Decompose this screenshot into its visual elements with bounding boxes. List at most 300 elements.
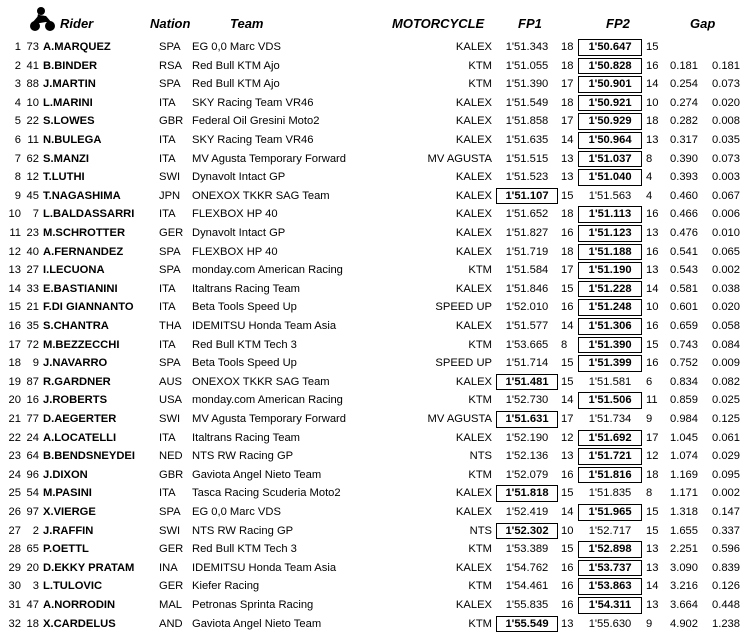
fp2-lap-cell: 14 <box>646 78 659 91</box>
rider-name-cell: M.SCHROTTER <box>43 227 126 239</box>
fp2-time-cell: 1'51.037 <box>578 150 642 169</box>
motorcycle-cell: KALEX <box>455 208 492 221</box>
nation-cell: SWI <box>159 171 181 184</box>
nation-cell: RSA <box>159 59 183 72</box>
motorcycle-cell: KALEX <box>455 171 492 184</box>
bike-number-cell: 65 <box>26 543 39 556</box>
motorcycle-cell: MV AGUSTA <box>427 413 492 425</box>
bike-number-cell: 97 <box>26 506 39 518</box>
table-row <box>0 57 745 76</box>
rider-name-cell: S.MANZI <box>43 152 89 165</box>
fp1-lap-cell: 18 <box>561 208 574 221</box>
fp1-time-cell: 1'51.719 <box>505 245 549 258</box>
fp2-time-cell: 1'50.921 <box>578 94 642 113</box>
rider-name-cell: J.ROBERTS <box>43 394 108 407</box>
table-row <box>0 429 745 448</box>
motorcycle-cell: KTM <box>468 468 492 481</box>
team-cell: Red Bull KTM Tech 3 <box>192 543 297 556</box>
gap-first-cell: 1.074 <box>670 450 698 463</box>
gap-first-cell: 0.543 <box>670 264 698 277</box>
fp1-time-cell: 1'52.136 <box>505 450 549 463</box>
fp2-lap-cell: 10 <box>646 301 659 314</box>
table-row <box>0 410 745 429</box>
gap-previous-cell: 0.448 <box>712 599 740 611</box>
rider-name-cell: I.LECUONA <box>43 264 105 277</box>
fp1-lap-cell: 15 <box>561 357 574 370</box>
motorcycle-cell: KTM <box>468 617 492 630</box>
fp1-lap-cell: 16 <box>561 301 574 314</box>
fp1-time-cell: 1'52.302 <box>496 522 558 541</box>
rider-name-cell: S.CHANTRA <box>43 320 109 332</box>
fp2-lap-cell: 13 <box>646 134 659 146</box>
team-cell: Red Bull KTM Ajo <box>192 59 280 72</box>
fp2-time-cell: 1'51.228 <box>578 280 642 299</box>
gap-previous-cell: 0.035 <box>712 134 740 146</box>
fp2-lap-cell: 9 <box>646 617 653 630</box>
gap-previous-cell: 0.002 <box>712 264 740 277</box>
rider-name-cell: R.GARDNER <box>43 375 111 388</box>
nation-cell: MAL <box>159 599 183 611</box>
table-row <box>0 577 745 596</box>
fp2-lap-cell: 15 <box>646 524 659 537</box>
team-cell: Dynavolt Intact GP <box>192 171 286 184</box>
table-row <box>0 224 745 243</box>
gap-first-cell: 0.859 <box>670 394 698 407</box>
gap-first-cell: 0.476 <box>670 227 698 239</box>
fp1-time-cell: 1'51.858 <box>505 115 549 128</box>
team-cell: Beta Tools Speed Up <box>192 357 297 370</box>
team-cell: FLEXBOX HP 40 <box>192 245 278 258</box>
fp1-time-cell: 1'51.652 <box>505 208 549 221</box>
gap-previous-cell: 0.147 <box>712 506 740 518</box>
gap-first-cell: 0.460 <box>670 189 698 202</box>
bike-number-cell: 33 <box>26 282 39 295</box>
fp2-lap-cell: 16 <box>646 357 659 370</box>
position-cell: 5 <box>14 115 21 128</box>
gap-previous-cell: 0.025 <box>712 394 740 407</box>
gap-first-cell: 0.274 <box>670 96 698 109</box>
position-cell: 21 <box>8 413 21 425</box>
fp2-lap-cell: 14 <box>646 282 659 295</box>
fp2-time-cell: 1'51.123 <box>578 224 642 243</box>
position-cell: 11 <box>9 227 21 239</box>
motorcycle-cell: KTM <box>468 59 492 72</box>
fp1-lap-cell: 15 <box>561 189 574 202</box>
gap-first-cell: 1.169 <box>670 468 698 481</box>
table-row <box>0 131 745 150</box>
fp1-time-cell: 1'51.818 <box>496 484 558 503</box>
fp2-time-cell: 1'51.188 <box>578 243 642 262</box>
fp2-lap-cell: 8 <box>646 152 653 165</box>
nation-cell: GER <box>159 580 184 593</box>
bike-number-cell: 35 <box>26 320 39 332</box>
fp2-time-cell: 1'51.040 <box>578 168 642 187</box>
table-row <box>0 205 745 224</box>
motorcycle-cell: KTM <box>468 338 492 351</box>
nation-cell: JPN <box>159 189 181 202</box>
team-cell: EG 0,0 Marc VDS <box>192 41 281 53</box>
fp1-lap-cell: 16 <box>561 599 574 611</box>
fp1-lap-cell: 18 <box>561 41 574 53</box>
position-cell: 32 <box>8 617 21 630</box>
bike-number-cell: 72 <box>26 338 39 351</box>
fp1-lap-cell: 18 <box>561 59 574 72</box>
fp1-time-cell: 1'51.846 <box>505 282 549 295</box>
fp2-lap-cell: 13 <box>646 264 659 277</box>
header-rider: Rider <box>60 16 94 31</box>
gap-first-cell: 0.601 <box>670 301 698 314</box>
position-cell: 2 <box>14 59 21 72</box>
gap-previous-cell: 0.125 <box>712 413 740 425</box>
rider-name-cell: A.FERNANDEZ <box>43 245 124 258</box>
fp1-time-cell: 1'51.107 <box>496 187 558 206</box>
position-cell: 12 <box>8 245 21 258</box>
gap-first-cell: 0.181 <box>670 59 698 72</box>
gap-previous-cell: 0.008 <box>712 115 740 128</box>
nation-cell: SWI <box>159 413 181 425</box>
motorcycle-cell: KALEX <box>455 320 492 332</box>
position-cell: 6 <box>14 134 21 146</box>
position-cell: 10 <box>8 208 21 221</box>
fp1-time-cell: 1'53.665 <box>505 338 549 351</box>
gap-previous-cell: 0.020 <box>712 301 740 314</box>
table-row <box>0 503 745 522</box>
table-row <box>0 484 745 503</box>
gap-previous-cell: 0.095 <box>712 468 740 481</box>
bike-number-cell: 9 <box>32 357 39 370</box>
rider-name-cell: X.CARDELUS <box>43 617 116 630</box>
fp1-lap-cell: 18 <box>561 96 574 109</box>
fp2-time-cell: 1'53.863 <box>578 577 642 596</box>
position-cell: 26 <box>8 506 21 518</box>
position-cell: 29 <box>8 561 21 574</box>
fp1-lap-cell: 14 <box>561 506 574 518</box>
team-cell: Kiefer Racing <box>192 580 260 593</box>
rider-name-cell: J.RAFFIN <box>43 524 94 537</box>
fp1-lap-cell: 14 <box>561 134 574 146</box>
position-cell: 30 <box>8 580 21 593</box>
position-cell: 20 <box>8 394 21 407</box>
fp2-lap-cell: 17 <box>646 431 659 444</box>
gap-previous-cell: 0.002 <box>712 487 740 500</box>
fp2-lap-cell: 10 <box>646 96 659 109</box>
fp2-lap-cell: 13 <box>646 543 659 556</box>
fp1-time-cell: 1'52.730 <box>505 394 549 407</box>
rider-name-cell: T.LUTHI <box>43 171 85 184</box>
table-row <box>0 447 745 466</box>
team-cell: Dynavolt Intact GP <box>192 227 286 239</box>
header-fp2: FP2 <box>606 16 630 31</box>
team-cell: NTS RW Racing GP <box>192 450 294 463</box>
nation-cell: GER <box>159 227 184 239</box>
bike-number-cell: 16 <box>26 394 39 407</box>
fp1-time-cell: 1'51.577 <box>505 320 549 332</box>
bike-number-cell: 18 <box>26 617 39 630</box>
team-cell: IDEMITSU Honda Team Asia <box>192 320 337 332</box>
fp2-time-cell: 1'51.506 <box>578 391 642 410</box>
nation-cell: SPA <box>159 245 181 258</box>
gap-first-cell: 0.581 <box>670 282 698 295</box>
motorcycle-cell: KALEX <box>455 41 492 53</box>
gap-first-cell: 0.752 <box>670 357 698 370</box>
motorcycle-cell: KALEX <box>455 375 492 388</box>
gap-previous-cell: 0.061 <box>712 431 740 444</box>
fp1-lap-cell: 13 <box>561 450 574 463</box>
fp1-time-cell: 1'51.549 <box>505 96 549 109</box>
team-cell: monday.com American Racing <box>192 394 343 407</box>
gap-first-cell: 0.834 <box>670 375 698 388</box>
fp2-time-cell: 1'50.647 <box>578 38 642 57</box>
bike-number-cell: 22 <box>26 115 39 128</box>
table-row <box>0 559 745 578</box>
team-cell: Tasca Racing Scuderia Moto2 <box>192 487 341 500</box>
fp2-time-cell: 1'52.898 <box>578 540 642 559</box>
fp2-time-cell: 1'51.306 <box>578 317 642 336</box>
position-cell: 13 <box>8 264 21 277</box>
gap-previous-cell: 0.003 <box>712 171 740 184</box>
fp1-time-cell: 1'52.010 <box>505 301 549 314</box>
rider-name-cell: M.BEZZECCHI <box>43 338 120 351</box>
nation-cell: SWI <box>159 524 181 537</box>
fp1-lap-cell: 16 <box>561 468 574 481</box>
fp1-lap-cell: 14 <box>561 320 574 332</box>
position-cell: 25 <box>8 487 21 500</box>
team-cell: Red Bull KTM Tech 3 <box>192 338 297 351</box>
header-motorcycle: MOTORCYCLE <box>392 16 485 31</box>
fp1-lap-cell: 17 <box>561 78 574 91</box>
rider-name-cell: L.MARINI <box>43 96 93 109</box>
motorcycle-cell: KALEX <box>455 282 492 295</box>
fp1-lap-cell: 16 <box>561 561 574 574</box>
motorcycle-cell: KTM <box>468 394 492 407</box>
table-row <box>0 615 745 634</box>
rider-name-cell: L.TULOVIC <box>43 580 103 593</box>
position-cell: 14 <box>8 282 21 295</box>
nation-cell: ITA <box>159 487 176 500</box>
nation-cell: USA <box>159 394 183 407</box>
rider-name-cell: J.MARTIN <box>43 78 96 91</box>
gap-first-cell: 0.743 <box>670 338 698 351</box>
position-cell: 4 <box>14 96 21 109</box>
team-cell: IDEMITSU Honda Team Asia <box>192 561 337 574</box>
nation-cell: INA <box>159 561 178 574</box>
team-cell: FLEXBOX HP 40 <box>192 208 278 221</box>
table-row <box>0 522 745 541</box>
team-cell: Italtrans Racing Team <box>192 282 300 295</box>
position-cell: 23 <box>8 450 21 463</box>
rider-name-cell: M.PASINI <box>43 487 92 500</box>
fp1-lap-cell: 15 <box>561 487 574 500</box>
motorcycle-cell: KALEX <box>455 245 492 258</box>
gap-previous-cell: 0.082 <box>712 375 740 388</box>
table-row <box>0 336 745 355</box>
bike-number-cell: 87 <box>26 375 39 388</box>
motorcycle-cell: MV AGUSTA <box>427 152 492 165</box>
fp2-time-cell: 1'51.248 <box>578 298 642 317</box>
gap-previous-cell: 0.181 <box>712 59 740 72</box>
position-cell: 8 <box>14 171 21 184</box>
fp1-time-cell: 1'52.079 <box>505 468 549 481</box>
gap-first-cell: 0.984 <box>670 413 698 425</box>
motorcycle-cell: KTM <box>468 78 492 91</box>
fp2-lap-cell: 14 <box>646 580 659 593</box>
nation-cell: SPA <box>159 78 181 91</box>
gap-first-cell: 1.171 <box>670 487 698 500</box>
fp2-lap-cell: 8 <box>646 487 653 500</box>
table-row <box>0 466 745 485</box>
fp1-time-cell: 1'51.523 <box>505 171 549 184</box>
rider-name-cell: B.BINDER <box>43 59 98 72</box>
rider-name-cell: F.DI GIANNANTO <box>43 301 134 314</box>
fp1-lap-cell: 15 <box>561 282 574 295</box>
fp2-lap-cell: 15 <box>646 506 659 518</box>
position-cell: 7 <box>14 152 21 165</box>
gap-previous-cell: 0.839 <box>712 561 740 574</box>
bike-number-cell: 24 <box>26 431 39 444</box>
motorcycle-cell: KALEX <box>455 227 492 239</box>
gap-previous-cell: 0.084 <box>712 338 740 351</box>
table-row <box>0 373 745 392</box>
team-cell: Italtrans Racing Team <box>192 431 300 444</box>
fp1-lap-cell: 13 <box>561 152 574 165</box>
fp2-time-cell: 1'53.737 <box>578 559 642 578</box>
table-row <box>0 150 745 169</box>
rider-name-cell: B.BENDSNEYDEI <box>43 450 136 463</box>
position-cell: 18 <box>8 357 21 370</box>
motorcycle-cell: KALEX <box>455 115 492 128</box>
team-cell: Federal Oil Gresini Moto2 <box>192 115 320 128</box>
fp1-time-cell: 1'51.635 <box>505 134 549 146</box>
fp1-lap-cell: 17 <box>561 264 574 277</box>
header-fp1: FP1 <box>518 16 542 31</box>
nation-cell: THA <box>159 320 182 332</box>
gap-first-cell: 2.251 <box>670 543 698 556</box>
table-row <box>0 261 745 280</box>
bike-number-cell: 7 <box>32 208 39 221</box>
fp2-lap-cell: 12 <box>646 450 659 463</box>
nation-cell: SPA <box>159 357 181 370</box>
table-row <box>0 298 745 317</box>
nation-cell: SPA <box>159 506 181 518</box>
fp2-lap-cell: 16 <box>646 245 659 258</box>
bike-number-cell: 10 <box>26 96 39 109</box>
fp2-time-cell: 1'51.113 <box>578 205 642 224</box>
table-row <box>0 596 745 615</box>
motorcycle-cell: KALEX <box>455 189 492 202</box>
fp2-lap-cell: 13 <box>646 227 659 239</box>
rider-name-cell: S.LOWES <box>43 115 95 128</box>
bike-number-cell: 11 <box>27 134 39 146</box>
gap-previous-cell: 0.067 <box>712 189 740 202</box>
team-cell: MV Agusta Temporary Forward <box>192 413 346 425</box>
fp1-time-cell: 1'54.461 <box>505 580 549 593</box>
gap-previous-cell: 0.009 <box>712 357 740 370</box>
nation-cell: GER <box>159 543 184 556</box>
fp2-time-cell: 1'51.721 <box>578 447 642 466</box>
header-team: Team <box>230 16 264 31</box>
table-row <box>0 38 745 57</box>
team-cell: Gaviota Angel Nieto Team <box>192 617 322 630</box>
motorcycle-cell: NTS <box>469 450 492 463</box>
motorcycle-cell: KALEX <box>455 487 492 500</box>
fp2-lap-cell: 15 <box>646 41 659 53</box>
fp2-lap-cell: 6 <box>646 375 653 388</box>
fp2-lap-cell: 4 <box>646 171 653 184</box>
team-cell: Beta Tools Speed Up <box>192 301 297 314</box>
nation-cell: AND <box>159 617 183 630</box>
position-cell: 1 <box>14 41 21 53</box>
team-cell: ONEXOX TKKR SAG Team <box>192 375 330 388</box>
bike-number-cell: 73 <box>26 41 39 53</box>
bike-number-cell: 3 <box>32 580 39 593</box>
rider-name-cell: N.BULEGA <box>43 134 102 146</box>
fp1-lap-cell: 16 <box>561 227 574 239</box>
fp1-time-cell: 1'51.714 <box>505 357 549 370</box>
rider-name-cell: J.DIXON <box>43 468 88 481</box>
fp2-time-cell: 1'51.581 <box>588 375 632 388</box>
fp2-lap-cell: 16 <box>646 320 659 332</box>
team-cell: NTS RW Racing GP <box>192 524 294 537</box>
header-nation: Nation <box>150 16 191 31</box>
bike-number-cell: 77 <box>26 413 39 425</box>
nation-cell: SPA <box>159 264 181 277</box>
nation-cell: ITA <box>159 301 176 314</box>
rider-name-cell: T.NAGASHIMA <box>43 189 121 202</box>
table-row <box>0 280 745 299</box>
fp2-time-cell: 1'51.965 <box>578 503 642 522</box>
gap-previous-cell: 0.596 <box>712 543 740 556</box>
fp1-time-cell: 1'51.631 <box>496 410 558 429</box>
fp2-lap-cell: 13 <box>646 599 659 611</box>
gap-first-cell: 0.659 <box>670 320 698 332</box>
bike-number-cell: 45 <box>26 189 39 202</box>
nation-cell: AUS <box>159 375 183 388</box>
team-cell: EG 0,0 Marc VDS <box>192 506 281 518</box>
rider-name-cell: E.BASTIANINI <box>43 282 118 295</box>
fp1-lap-cell: 18 <box>561 245 574 258</box>
fp2-time-cell: 1'54.311 <box>578 596 642 615</box>
fp2-time-cell: 1'52.717 <box>588 524 632 537</box>
gap-first-cell: 3.090 <box>670 561 698 574</box>
nation-cell: ITA <box>159 96 176 109</box>
team-cell: SKY Racing Team VR46 <box>192 134 314 146</box>
fp1-lap-cell: 8 <box>561 338 568 351</box>
motorcycle-cell: NTS <box>469 524 492 537</box>
fp1-time-cell: 1'51.515 <box>505 152 549 165</box>
fp1-time-cell: 1'51.343 <box>505 41 549 53</box>
bike-number-cell: 21 <box>26 301 39 314</box>
table-row <box>0 94 745 113</box>
fp1-lap-cell: 14 <box>561 394 574 407</box>
gap-first-cell: 1.318 <box>670 506 698 518</box>
table-row <box>0 391 745 410</box>
position-cell: 28 <box>8 543 21 556</box>
fp2-time-cell: 1'51.563 <box>588 189 632 202</box>
bike-number-cell: 47 <box>26 599 39 611</box>
gap-first-cell: 0.393 <box>670 171 698 184</box>
gap-first-cell: 3.216 <box>670 580 698 593</box>
fp2-time-cell: 1'50.901 <box>578 75 642 94</box>
team-cell: Petronas Sprinta Racing <box>192 599 314 611</box>
nation-cell: ITA <box>159 282 176 295</box>
gap-first-cell: 3.664 <box>670 599 698 611</box>
fp2-lap-cell: 13 <box>646 561 659 574</box>
fp2-lap-cell: 9 <box>646 413 653 425</box>
gap-previous-cell: 0.126 <box>712 580 740 593</box>
nation-cell: GBR <box>159 468 184 481</box>
table-row <box>0 540 745 559</box>
fp2-lap-cell: 4 <box>646 189 653 202</box>
